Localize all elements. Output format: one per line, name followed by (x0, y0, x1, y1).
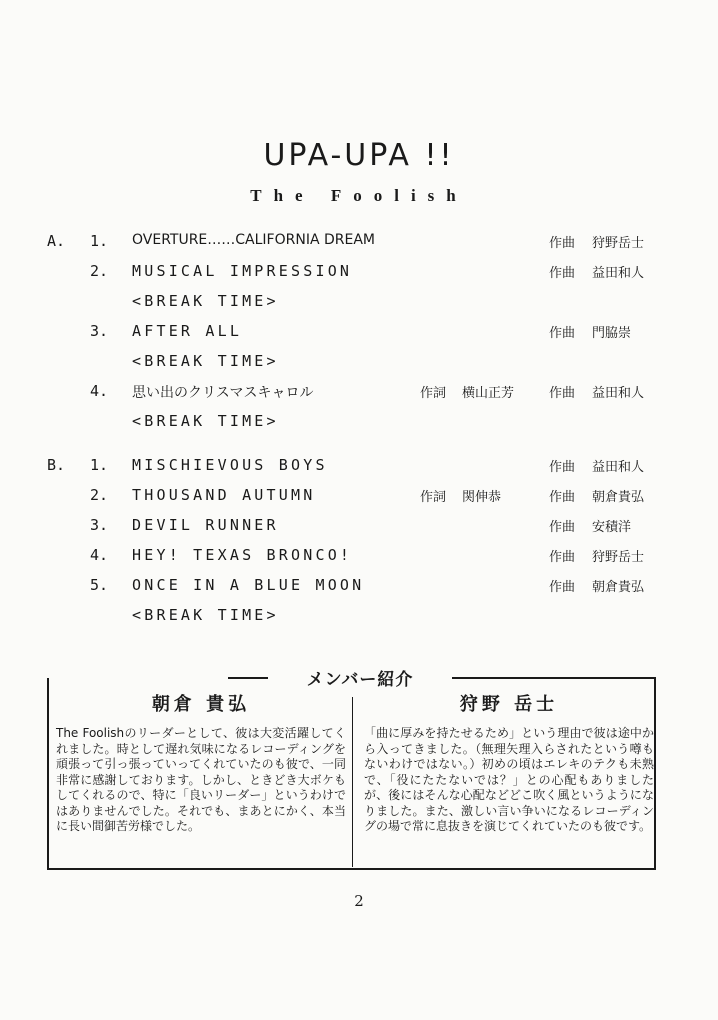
composer-role: 作曲 (549, 386, 576, 401)
track-number: 1. (90, 232, 109, 250)
track-title: MISCHIEVOUS BOYS (132, 456, 328, 474)
composer-role: 作曲 (549, 550, 576, 565)
track-row (0, 412, 718, 434)
album-title: UPA-UPA !! (263, 138, 455, 173)
composer-role: 作曲 (549, 520, 576, 535)
track-number: 2. (90, 486, 109, 504)
track-row (0, 262, 718, 284)
page-number: 2 (354, 892, 364, 910)
track-row (0, 352, 718, 374)
composer: 狩野岳士 (592, 236, 645, 251)
track-row (0, 546, 718, 568)
track-title: OVERTURE……CALIFORNIA DREAM (132, 232, 375, 248)
track-title: THOUSAND AUTUMN (132, 486, 316, 504)
composer: 朝倉貴弘 (592, 580, 645, 595)
members-divider (352, 697, 353, 867)
track-title: <BREAK TIME> (132, 606, 279, 624)
track-row (0, 322, 718, 344)
track-row (0, 516, 718, 538)
lyricist: 関伸恭 (462, 490, 502, 505)
band-name: The Foolish (250, 186, 468, 205)
track-title: <BREAK TIME> (132, 292, 279, 310)
track-title: DEVIL RUNNER (132, 516, 279, 534)
composer-role: 作曲 (549, 266, 576, 281)
track-row (0, 486, 718, 508)
composer: 益田和人 (592, 460, 645, 475)
members-heading-label: メンバー紹介 (306, 670, 414, 690)
side-label: A. (47, 232, 66, 250)
track-title: <BREAK TIME> (132, 352, 279, 370)
track-number: 4. (90, 546, 109, 564)
composer-role: 作曲 (549, 490, 576, 505)
member-profile-kano (364, 690, 654, 835)
member-profile-asakura (56, 690, 346, 835)
track-number: 5. (90, 576, 109, 594)
member-name: 狩野 岳士 (459, 694, 559, 715)
track-title: 思い出のクリスマスキャロル (132, 385, 314, 401)
composer-role: 作曲 (549, 236, 576, 251)
track-row (0, 292, 718, 314)
composer-role: 作曲 (549, 460, 576, 475)
lyrics-role: 作詞 (420, 386, 447, 401)
composer-role: 作曲 (549, 326, 576, 341)
track-row (0, 606, 718, 628)
member-description: 「曲に厚みを持たせるため」という理由で彼は途中から入ってきました。（無理矢理入らされたという噂もないわけではない。）初めの頃はエレキのテクも未熟で、「役にたたないでは？」との心配もありましたが、後にはそんな心配などどこ吹く風というようになりました。また、激しい言い争いになるレコーディングの場で常に息抜きを演じてくれていたのも彼です。 (364, 726, 654, 833)
track-number: 2. (90, 262, 109, 280)
composer: 狩野岳士 (592, 550, 645, 565)
track-number: 3. (90, 322, 109, 340)
track-title: <BREAK TIME> (132, 412, 279, 430)
track-row (0, 576, 718, 598)
composer: 門脇崇 (592, 326, 632, 341)
track-number: 4. (90, 382, 109, 400)
track-row (0, 232, 718, 254)
track-title: MUSICAL IMPRESSION (132, 262, 353, 280)
track-title: HEY! TEXAS BRONCO! (132, 546, 353, 564)
member-description: The Foolishのリーダーとして、彼は大変活躍してくれました。時として遅れ気味になるレコーディングを頑張って引っ張っていってくれていたのも彼で、一同非常に感謝しております。しかし、ときどき大ボケもしてくれるので、特に「良いリーダー」というわけではありませんでした。それでも、まあとにかく、本当に長い間御苦労様でした。 (56, 726, 346, 833)
track-number: 3. (90, 516, 109, 534)
composer: 益田和人 (592, 386, 645, 401)
track-title: ONCE IN A BLUE MOON (132, 576, 365, 594)
track-number: 1. (90, 456, 109, 474)
track-row (0, 382, 718, 404)
lyricist: 横山正芳 (462, 386, 515, 401)
track-title: AFTER ALL (132, 322, 243, 340)
lyrics-role: 作詞 (420, 490, 447, 505)
composer: 朝倉貴弘 (592, 490, 645, 505)
track-row (0, 456, 718, 478)
side-label: B. (47, 456, 66, 474)
composer: 安積洋 (592, 520, 632, 535)
composer-role: 作曲 (549, 580, 576, 595)
composer: 益田和人 (592, 266, 645, 281)
member-name: 朝倉 貴弘 (151, 694, 251, 715)
